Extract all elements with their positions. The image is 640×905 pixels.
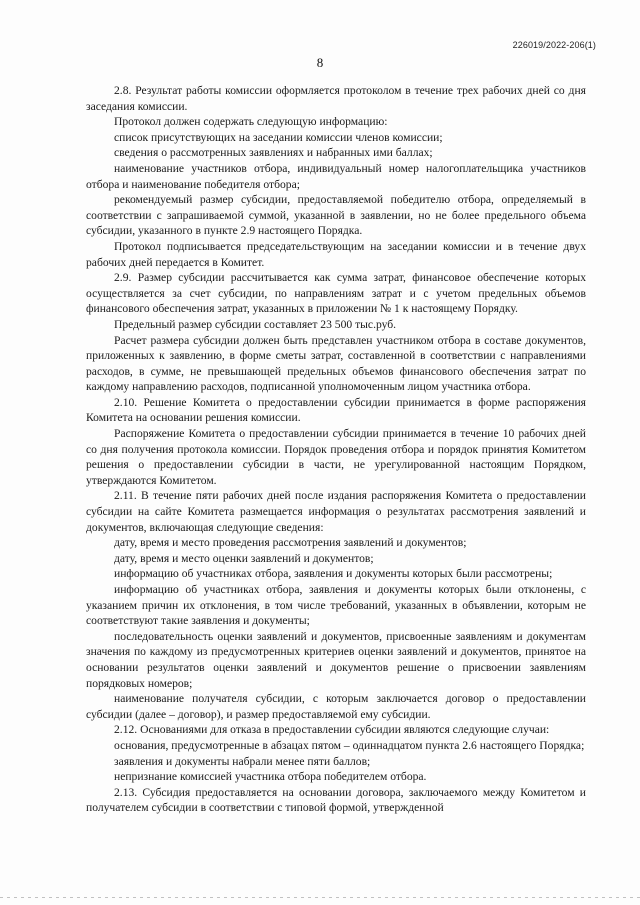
paragraph: информацию об участниках отбора, заявления и документы которых были отклонены, с указанием причин их отклонения, в том числе требований, указанных в объявлении, которым не соответствуют такие заявления и документы; bbox=[86, 583, 586, 628]
paragraph: Расчет размера субсидии должен быть представлен участником отбора в составе документов, приложенных к заявлению, в форме сметы затрат, составленной в соответствии с направлениями расходов, в сумме, не превышающей предельных объемов финансового обеспечения затрат по каждому направлению расходов, подписанной уполномоченным лицом участника отбора. bbox=[86, 333, 586, 394]
paragraph: Протокол должен содержать следующую информацию: bbox=[114, 115, 388, 129]
paragraph: дату, время и место оценки заявлений и документов; bbox=[114, 551, 374, 565]
paragraph: список присутствующих на заседании комиссии членов комиссии; bbox=[114, 130, 443, 144]
paragraph: последовательность оценки заявлений и документов, присвоенные заявлениям и документам значения по каждому из предусмотренных критериев оценки заявлений и документов, принятое на основании результатов оценки заявлений и документов решение о присвоении заявлениям порядковых номеров; bbox=[86, 629, 586, 690]
paragraph: 2.11. В течение пяти рабочих дней после издания распоряжения Комитета о предоставлении субсидии на сайте Комитета размещается информация о результатах рассмотрения заявлений и документов, включающая следующие сведения: bbox=[86, 489, 586, 534]
paragraph: Протокол подписывается председательствующим на заседании комиссии и в течение двух рабочих дней передается в Комитет. bbox=[86, 239, 586, 269]
paragraph: 2.12. Основаниями для отказа в предоставлении субсидии являются следующие случаи: bbox=[114, 723, 550, 737]
paragraph: непризнание комиссией участника отбора победителем отбора. bbox=[114, 770, 427, 784]
paragraph: информацию об участниках отбора, заявления и документы которых были рассмотрены; bbox=[114, 567, 553, 581]
page-number: 8 bbox=[316, 55, 324, 70]
paragraph: дату, время и место проведения рассмотрения заявлений и документов; bbox=[114, 536, 467, 550]
paragraph: рекомендуемый размер субсидии, предоставляемой победителю отбора, определяемый в соответствии с запрашиваемой суммой, указанной в заявлении, но не более предельного объема субсидии, указанного в пункте 2.9 настоящего Порядка. bbox=[86, 193, 586, 238]
paragraph: Предельный размер субсидии составляет 23 500 тыс.руб. bbox=[114, 317, 397, 331]
paragraph: 2.10. Решение Комитета о предоставлении субсидии принимается в форме распоряжения Комитета на основании решения комиссии. bbox=[86, 395, 586, 425]
paragraph: наименование получателя субсидии, с которым заключается договор о предоставлении субсидии (далее – договор), и размер предоставляемой ему субсидии. bbox=[86, 692, 586, 721]
paragraph: 2.13. Субсидия предоставляется на основании договора, заключаемого между Комитетом и получателем субсидии в соответствии с типовой формой, утвержденной bbox=[86, 785, 586, 815]
scan-edge-line bbox=[0, 897, 640, 898]
paragraph: 2.9. Размер субсидии рассчитывается как сумма затрат, финансовое обеспечение которых осуществляется за счет субсидии, по направлениям затрат и с учетом предельных объемов финансового обеспечения затрат, указанных в приложении № 1 к настоящему Порядку. bbox=[86, 271, 586, 316]
paragraph: сведения о рассмотренных заявлениях и набранных ими баллах; bbox=[114, 146, 433, 160]
paragraph: наименование участников отбора, индивидуальный номер налогоплательщика участников отбора и наименование победителя отбора; bbox=[86, 161, 586, 191]
paragraph: основания, предусмотренные в абзацах пятом – одиннадцатом пункта 2.6 настоящего Порядка; bbox=[114, 738, 585, 752]
paragraph: заявления и документы набрали менее пяти баллов; bbox=[114, 754, 371, 768]
paragraph: Распоряжение Комитета о предоставлении субсидии принимается в течение 10 рабочих дней со дня получения протокола комиссии. Порядок проведения отбора и порядок принятия Комитетом решения о предоставлении субсидии в части, не урегулированной настоящим Порядком, утверждаются Комитетом. bbox=[86, 427, 586, 487]
document-number: 226019/2022-206(1) bbox=[512, 40, 596, 50]
paragraph: 2.8. Результат работы комиссии оформляется протоколом в течение трех рабочих дней со дня заседания комиссии. bbox=[86, 84, 586, 113]
document-body bbox=[86, 83, 586, 816]
